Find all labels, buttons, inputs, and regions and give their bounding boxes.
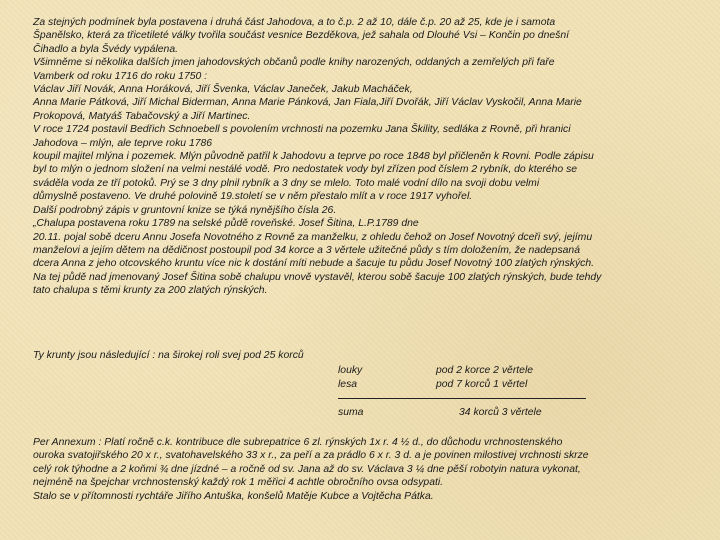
text-line: byl to mlýn o jednom složení na velmi nestálé vodě. Pro nedostatek vody byl zřízen pod číslem 2 rybník, do kterého se bbox=[33, 164, 578, 176]
text-line: 20.11. pojal sobě dceru Annu Josefa Novotného z Rovně za manželku, z ohledu čehož on Josef Novotný dceři svý, jejímu bbox=[33, 231, 593, 243]
text-line: manželovi a jejím dětem na dědičnost postoupil pod 34 korce a 3 věrtele užitečné půdy s tím doložením, že nadepsaná bbox=[33, 244, 580, 256]
text-line: Prokopová, Matyáš Tabačovský a Jiří Martinec. bbox=[33, 110, 251, 122]
text-line: „Chalupa postavena roku 1789 na selské půdě roveňské. Josef Šitina, L.P.1789 dne bbox=[33, 218, 419, 230]
text-line: V roce 1724 postavil Bedřich Schnoebell s povolením vrchnosti na pozemku Jana Škility, sedláka z Rovně, při hranici bbox=[33, 124, 571, 136]
text-line: celý rok týhodne a 2 koňmi ¾ dne jízdné – a ročně od sv. Jana až do sv. Václava 3 ¼ dne pěší robotyin natura vykonat, bbox=[33, 463, 581, 475]
table-total-value: 34 korců 3 věrtele bbox=[459, 407, 542, 418]
text-line: Na tej půdě nad jmenovaný Josef Šitina sobě chalupu vnově vystavěl, kterou sobě šacuje 100 zlatých rýnských, bude tehdy bbox=[33, 271, 602, 283]
text-line: důmyslně postaveno. Ve druhé polovině 19.století se v něm přestalo mlít a v roce 1917 vyhořel. bbox=[33, 191, 473, 203]
text-line: dcera Anna z jeho otcovského kruntu více nic k dostání míti nebude a šacuje tu půdu Josef Novotný 100 zlatých rýnských. bbox=[33, 258, 595, 270]
table-row-label: lesa bbox=[338, 379, 358, 390]
text-line: Další podrobný zápis v gruntovní knize se týká nynějšího čísla 26. bbox=[33, 204, 337, 216]
table-total-label: suma bbox=[338, 407, 364, 418]
text-line: sváděla voda ze tří potoků. Prý se 3 dny plnil rybník a 3 dny se mlelo. Toto malé vodní dílo na svoji dobu velmi bbox=[33, 177, 540, 189]
text-line: Španělsko, která za třicetileté války tvořila součást vesnice Bezděkova, jež sahala od Dlouhé Vsi – Končin po dnešní bbox=[33, 30, 569, 42]
sum-divider bbox=[338, 398, 586, 399]
table-intro-line: Ty krunty jsou následující : na širokej roli svej pod 25 korců bbox=[33, 350, 304, 361]
table-row-value: pod 7 korců 1 věrtel bbox=[436, 379, 528, 390]
text-line: koupil majitel mlýna i pozemek. Mlýn původně patřil k Jahodovu a teprve po roce 1848 byl přičleněn k Rovni. Podle zápisu bbox=[33, 151, 594, 163]
text-line: tato chalupa s těmi krunty za 200 zlatých rýnských. bbox=[33, 285, 268, 297]
text-line: Všimněme si několika dalších jmen jahodovských občanů podle knihy narozených, oddaných a zemřelých při faře bbox=[33, 57, 555, 69]
text-line: nejméně na špejchar vrchnostenský každý rok 1 měřici 4 achtle obročního ovsa odsypati. bbox=[33, 477, 444, 489]
text-line: Anna Marie Pátková, Jiří Michal Biderman, Anna Marie Pánková, Jan Fiala,Jiří Dvořák, Jiří Václav Vyskočil, Anna Marie bbox=[33, 97, 582, 109]
text-line: Za stejných podmínek byla postavena i druhá část Jahodova, a to č.p. 2 až 10, dále č.p. 20 až 25, kde je i samota bbox=[33, 17, 556, 28]
text-line: Čihadlo a byla Švédy vypálena. bbox=[33, 43, 178, 55]
text-line: Jahodova – mlýn, ale teprve roku 1786 bbox=[33, 137, 213, 149]
text-line: Václav Jiří Novák, Anna Horáková, Jiří Švenka, Václav Janeček, Jakub Macháček, bbox=[33, 84, 413, 96]
annex-text-block bbox=[33, 436, 695, 503]
text-line: Vamberk od roku 1716 do roku 1750 : bbox=[33, 70, 208, 82]
main-text-block bbox=[33, 16, 695, 298]
text-line: ouroka svatojiřského 20 x r., svatohavelského 33 x r., za peří a za prádlo 6 x r. 3 d. a je povinen milostivej vrchnosti skrze bbox=[33, 450, 589, 462]
table-row-value: pod 2 korce 2 věrtele bbox=[436, 365, 534, 376]
text-line: Stalo se v přítomnosti rychtáře Jiřího Antuška, konšelů Matěje Kubce a Vojtěcha Pátka. bbox=[33, 490, 434, 502]
table-row-label: louky bbox=[338, 365, 363, 376]
text-line: Per Annexum : Platí ročně c.k. kontribuce dle subrepatrice 6 zl. rýnských 1x r. 4 ½ d., do důchodu vrchnostenského bbox=[33, 437, 563, 448]
table-intro bbox=[33, 349, 695, 362]
